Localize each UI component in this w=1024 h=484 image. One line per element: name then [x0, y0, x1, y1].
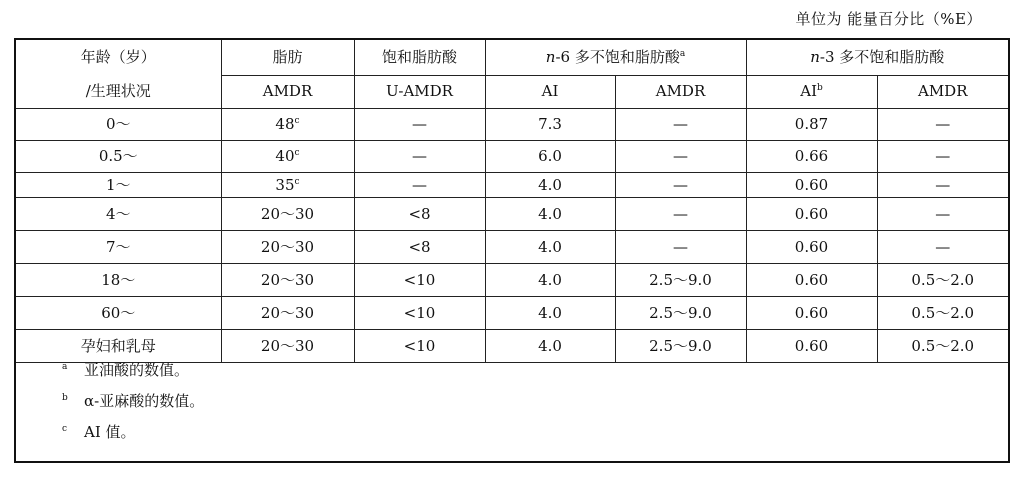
- fat-cell: [221, 330, 354, 363]
- n6-header-text: -6 多不饱和脂肪酸: [555, 47, 680, 66]
- fat-sup: c: [294, 148, 300, 158]
- age-cell: 7～: [15, 231, 221, 264]
- n3-ai-cell: 0.87: [746, 109, 877, 141]
- n3-amdr-cell: —: [877, 231, 1009, 264]
- n3-ai-header-sup: b: [817, 83, 823, 94]
- table-row: [15, 141, 1009, 173]
- n3-ai-header-text: AI: [800, 82, 817, 101]
- footnote-mark: c: [62, 424, 68, 434]
- sfa-cell: <8: [354, 198, 485, 231]
- fat-sup: c: [294, 176, 300, 187]
- n3-header-text: -3 多不饱和脂肪酸: [819, 47, 945, 66]
- footnote-text: α-亚麻酸的数值。: [84, 392, 205, 410]
- fat-cell: [221, 198, 354, 231]
- fat-value: 35: [275, 175, 295, 194]
- n3-ai-header: [746, 75, 877, 108]
- age-cell: 60～: [15, 297, 221, 330]
- n6-amdr-cell: —: [615, 141, 746, 173]
- n3-ai-cell: 0.60: [746, 231, 877, 264]
- n6-amdr-cell: —: [615, 109, 746, 141]
- n6-amdr-cell: 2.5～9.0: [615, 330, 746, 363]
- age-cell: 0.5～: [15, 141, 221, 173]
- n6-amdr-header: AMDR: [615, 75, 746, 108]
- fat-cell: [221, 109, 354, 141]
- notes-cell: [15, 363, 1009, 463]
- fatty-acid-table: [14, 38, 1010, 463]
- n6-amdr-cell: —: [615, 231, 746, 264]
- table-row: [15, 330, 1009, 363]
- n3-amdr-cell: 0.5～2.0: [877, 264, 1009, 297]
- n3-amdr-cell: —: [877, 109, 1009, 141]
- sfa-cell: —: [354, 109, 485, 141]
- age-cell: 孕妇和乳母: [15, 330, 221, 363]
- age-header-line2: /生理状况: [85, 82, 151, 100]
- footnote-text: 亚油酸的数值。: [84, 361, 190, 379]
- n3-amdr-cell: —: [877, 198, 1009, 231]
- sfa-cell: <10: [354, 264, 485, 297]
- footnote-mark: b: [62, 393, 68, 403]
- footnote: [16, 425, 1008, 456]
- age-header-line1: 年龄（岁）: [80, 48, 156, 66]
- table-row: [15, 109, 1009, 141]
- fat-value: 20～30: [260, 237, 315, 256]
- table-row: [15, 297, 1009, 330]
- n6-header-sup: a: [679, 48, 686, 59]
- sfa-cell: —: [354, 173, 485, 198]
- table-row: [15, 264, 1009, 297]
- fat-value: 20～30: [260, 303, 315, 322]
- header-row-1: [15, 39, 1009, 75]
- table-row: [15, 231, 1009, 264]
- n6-ai-cell: 7.3: [485, 109, 615, 141]
- age-cell: 0～: [15, 109, 221, 141]
- n3-ai-cell: 0.60: [746, 264, 877, 297]
- fat-sup: c: [294, 116, 300, 126]
- n6-ai-cell: 4.0: [485, 231, 615, 264]
- table-row: [15, 173, 1009, 198]
- footnote-mark: a: [62, 362, 68, 372]
- n6-amdr-cell: 2.5～9.0: [615, 264, 746, 297]
- n6-ai-cell: 4.0: [485, 173, 615, 198]
- table-row: [15, 198, 1009, 231]
- footnote: [16, 394, 1008, 425]
- n3-amdr-cell: 0.5～2.0: [877, 330, 1009, 363]
- n6-ai-cell: 6.0: [485, 141, 615, 173]
- sfa-cell: <10: [354, 297, 485, 330]
- n3-amdr-cell: 0.5～2.0: [877, 297, 1009, 330]
- n3-ai-cell: 0.60: [746, 330, 877, 363]
- n3-amdr-header: AMDR: [877, 75, 1009, 108]
- n3-ai-cell: 0.60: [746, 297, 877, 330]
- fat-value: 20～30: [260, 204, 315, 223]
- n3-ai-cell: 0.66: [746, 141, 877, 173]
- fat-cell: [221, 141, 354, 173]
- sfa-cell: —: [354, 141, 485, 173]
- fat-header: 脂肪: [221, 39, 354, 75]
- n3-amdr-cell: —: [877, 173, 1009, 198]
- n6-ai-cell: 4.0: [485, 198, 615, 231]
- sfa-cell: <10: [354, 330, 485, 363]
- fat-value: 20～30: [260, 270, 315, 289]
- n6-ai-cell: 4.0: [485, 330, 615, 363]
- fat-value: 20～30: [260, 336, 315, 355]
- footnote: [16, 363, 1008, 394]
- n3-header-prefix: n: [810, 47, 820, 66]
- fat-cell: [221, 297, 354, 330]
- age-cell: 18～: [15, 264, 221, 297]
- notes-row: [15, 363, 1009, 463]
- n6-amdr-cell: —: [615, 198, 746, 231]
- n3-amdr-cell: —: [877, 141, 1009, 173]
- n6-ai-cell: 4.0: [485, 264, 615, 297]
- footnote-text: AI 值。: [84, 423, 136, 441]
- sfa-cell: <8: [354, 231, 485, 264]
- sfa-header: 饱和脂肪酸: [354, 39, 485, 75]
- n3-header: [746, 39, 1009, 75]
- unit-note: 单位为 能量百分比（%E）: [795, 10, 982, 28]
- sfa-uamdr-header: U-AMDR: [354, 75, 485, 108]
- n6-ai-cell: 4.0: [485, 297, 615, 330]
- n3-ai-cell: 0.60: [746, 198, 877, 231]
- fat-amdr-header: AMDR: [221, 75, 354, 108]
- n3-ai-cell: 0.60: [746, 173, 877, 198]
- fat-cell: [221, 264, 354, 297]
- n6-header: [485, 39, 746, 75]
- n6-header-prefix: n: [545, 47, 556, 66]
- n6-amdr-cell: —: [615, 173, 746, 198]
- fat-value: 48: [275, 115, 295, 133]
- fat-value: 40: [275, 147, 295, 165]
- age-cell: 4～: [15, 198, 221, 231]
- age-cell: 1～: [15, 173, 221, 198]
- fat-cell: [221, 231, 354, 264]
- fat-cell: [221, 173, 354, 198]
- n6-amdr-cell: 2.5～9.0: [615, 297, 746, 330]
- n6-ai-header: AI: [485, 75, 615, 108]
- age-header: [15, 39, 221, 109]
